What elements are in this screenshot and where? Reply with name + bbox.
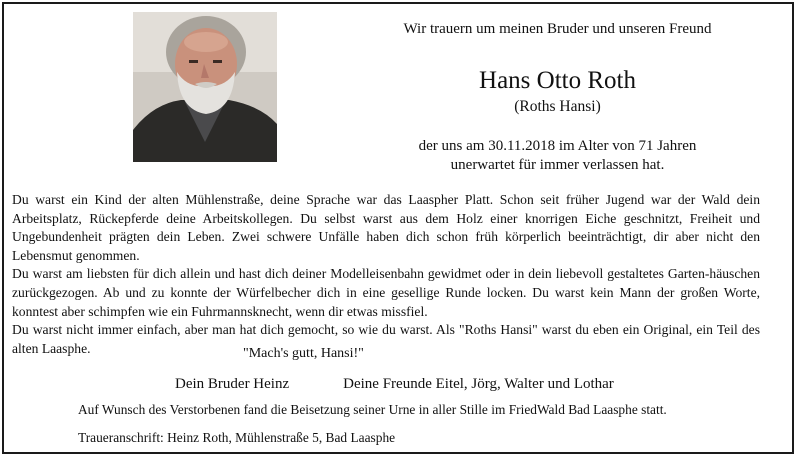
signer-brother: Dein Bruder Heinz [175, 376, 290, 392]
death-date-line: der uns am 30.11.2018 im Alter von 71 Jahren [418, 138, 697, 154]
eulogy-paragraph: Du warst nicht immer einfach, aber man hat dich gemocht, so wie du warst. Als "Roths Hansi" warst du eben ein Original, ein Teil des alten Laasphe. [12, 322, 760, 356]
eulogy-paragraph: Du warst am liebsten für dich allein und hast dich deiner Modelleisenbahn gewidmet oder in dein liebevoll gestaltetes Garten-häuschen zurückgezogen. Ab und zu konnte der Würfelbecher dich in eine gesellige Runde locken. Du warst kein Mann der großen Worte, konntest aber schimpfen wie ein Fuhrmannsknecht, wenn dir etwas missfiel. [12, 266, 760, 319]
eulogy-paragraph: Du warst ein Kind der alten Mühlenstraße, deine Sprache war das Laaspher Platt. Schon seit früher Jugend war der Wald dein Arbeitsplatz, Rückepferde deine Arbeitskollegen. Du selbst warst aus dem Holz einer knorrigen Eiche geschnitzt, Freiheit und Ungebundenheit prägten dein Leben. Zwei schwere Unfälle haben dich schon früh körperlich beeinträchtigt, dir aber nicht den Lebensmut genommen. [12, 192, 760, 263]
intro-line: Wir trauern um meinen Bruder und unseren Freund [403, 21, 712, 37]
portrait-icon [133, 12, 277, 162]
burial-note: Auf Wunsch des Verstorbenen fand die Beisetzung seiner Urne in aller Stille im FriedWald Bad Laasphe statt. [78, 402, 667, 417]
death-phrase-line: unerwartet für immer verlassen hat. [450, 157, 665, 173]
signer-friends: Deine Freunde Eitel, Jörg, Walter und Lothar [343, 376, 614, 392]
eulogy-text [12, 191, 760, 358]
deceased-name: Hans Otto Roth [479, 67, 636, 94]
nickname: (Roths Hansi) [514, 98, 601, 115]
farewell-quote: "Mach's gutt, Hansi!" [243, 346, 364, 361]
portrait-photo [133, 12, 277, 162]
mourning-address: Traueranschrift: Heinz Roth, Mühlenstraße 5, Bad Laasphe [78, 430, 396, 445]
death-notice [330, 137, 785, 175]
signers [175, 376, 614, 393]
